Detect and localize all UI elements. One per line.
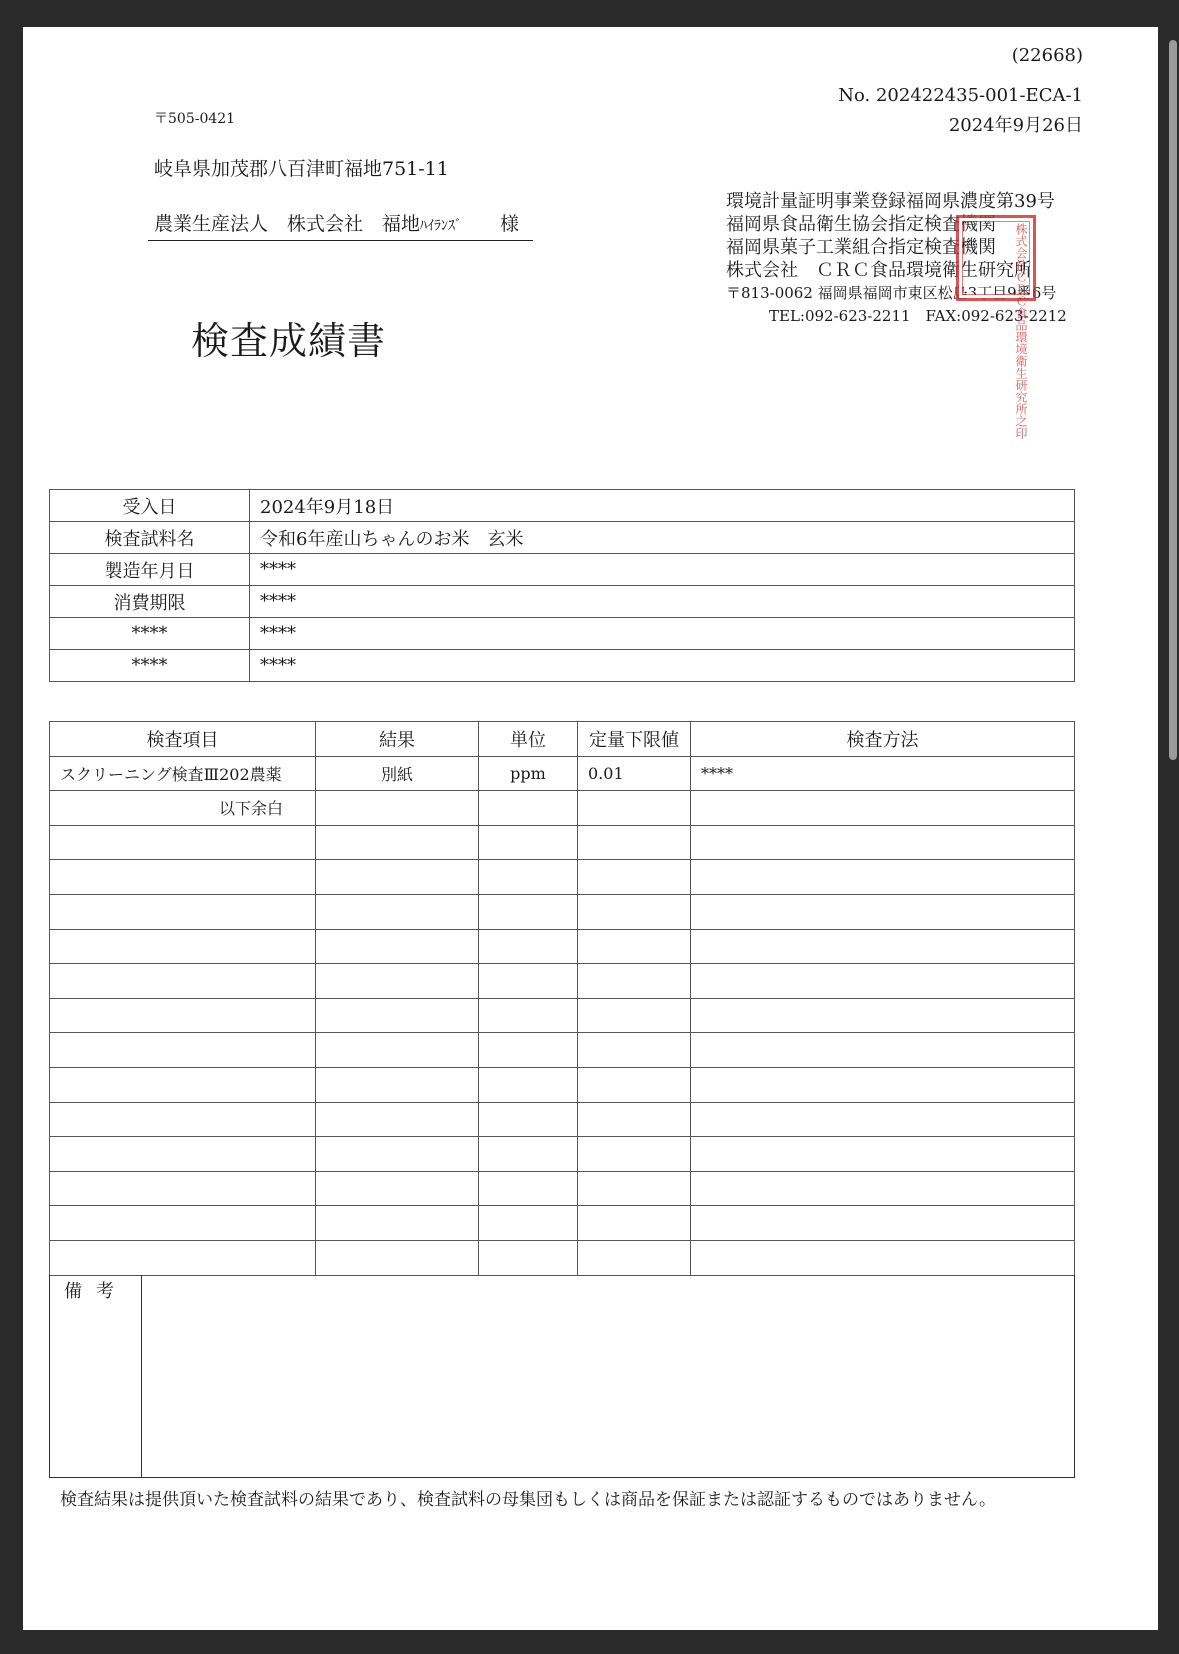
empty-row [50,894,1075,929]
test-item: スクリーニング検査Ⅲ202農薬 [50,756,316,791]
empty-cell [50,929,316,964]
empty-cell [479,1102,578,1137]
empty-cell [50,1067,316,1102]
issuer-address: 〒813-0062 福岡県福岡市東区松島3丁目9番6号 [726,284,1057,302]
empty-cell [316,929,479,964]
empty-cell [479,1240,578,1275]
empty-cell [578,1171,691,1206]
info-value: **** [250,554,1075,586]
document-number: No. 202422435-001-ECA-1 [838,85,1083,106]
empty-cell [578,1067,691,1102]
empty-cell [316,1171,479,1206]
empty-cell [691,1206,1075,1241]
empty-cell [691,1171,1075,1206]
empty-cell [691,860,1075,895]
empty-row [50,1240,1075,1275]
empty-cell [691,894,1075,929]
empty-cell [691,998,1075,1033]
empty-cell [479,998,578,1033]
info-value: **** [250,586,1075,618]
disclaimer: 検査結果は提供頂いた検査試料の結果であり、検査試料の母集団もしくは商品を保証または認証するものではありません。 [60,1490,997,1510]
empty-cell [691,929,1075,964]
recipient-main: 農業生産法人 株式会社 福地 [154,213,421,235]
end-note-row [50,791,1075,826]
header-result: 結果 [316,722,479,757]
empty-cell [50,964,316,999]
test-results-table [49,721,1075,1276]
empty-cell [479,1171,578,1206]
end-note: 以下余白 [50,791,316,826]
info-label: **** [50,650,250,682]
info-row [50,522,1075,554]
empty-cell [50,1137,316,1172]
empty-cell [316,791,479,826]
document-page [23,27,1158,1630]
info-value: 2024年9月18日 [250,490,1075,522]
empty-cell [50,825,316,860]
test-result: 別紙 [316,756,479,791]
empty-row [50,1171,1075,1206]
empty-cell [316,1067,479,1102]
empty-cell [691,825,1075,860]
info-value: 令和6年産山ちゃんのお米 玄米 [250,522,1075,554]
empty-cell [316,1033,479,1068]
empty-row [50,825,1075,860]
page-title: 検査成績書 [191,319,387,363]
info-row [50,586,1075,618]
info-label: 製造年月日 [50,554,250,586]
recipient-postal-code: 〒505-0421 [154,111,236,127]
recipient-address: 岐阜県加茂郡八百津町福地751-11 [154,158,449,180]
empty-cell [691,1240,1075,1275]
empty-cell [50,1206,316,1241]
empty-cell [479,1206,578,1241]
sample-info-table [49,489,1075,682]
issuer-contact: TEL:092-623-2211 FAX:092-623-2212 [769,307,1067,325]
empty-cell [691,791,1075,826]
test-limit: 0.01 [578,756,691,791]
empty-row [50,1137,1075,1172]
issuer-designation-1: 福岡県食品衛生協会指定検査機関 [726,214,996,235]
empty-cell [50,1240,316,1275]
recipient-kana: ﾊｲﾗﾝｽﾞ [420,218,463,234]
empty-cell [316,860,479,895]
empty-cell [316,1102,479,1137]
empty-row [50,1033,1075,1068]
info-row [50,650,1075,682]
empty-cell [316,964,479,999]
empty-row [50,860,1075,895]
empty-cell [50,1033,316,1068]
serial-number: (22668) [1011,45,1083,66]
test-method: **** [691,756,1075,791]
empty-cell [479,1137,578,1172]
empty-cell [50,860,316,895]
empty-cell [316,825,479,860]
empty-cell [50,998,316,1033]
empty-cell [578,825,691,860]
remarks-label: 備考 [50,1275,142,1477]
recipient-suffix: 様 [500,213,520,235]
empty-cell [578,964,691,999]
header-item: 検査項目 [50,722,316,757]
issue-date: 2024年9月26日 [948,115,1083,136]
empty-cell [479,860,578,895]
empty-cell [479,929,578,964]
empty-cell [316,1240,479,1275]
issuer-designation-2: 福岡県菓子工業組合指定検査機関 [726,237,996,258]
empty-cell [479,894,578,929]
empty-cell [316,998,479,1033]
empty-cell [578,1102,691,1137]
empty-cell [479,825,578,860]
empty-cell [691,1102,1075,1137]
empty-cell [578,894,691,929]
test-row [50,756,1075,791]
scrollbar[interactable] [1169,40,1177,760]
issuer-company: 株式会社 ＣＲＣ食品環境衛生研究所 [726,260,1032,281]
empty-cell [479,1067,578,1102]
empty-cell [578,860,691,895]
issuer-registration: 環境計量証明事業登録福岡県濃度第39号 [726,191,1055,212]
empty-row [50,964,1075,999]
header-limit: 定量下限値 [578,722,691,757]
empty-cell [578,1137,691,1172]
header-unit: 単位 [479,722,578,757]
info-value: **** [250,650,1075,682]
empty-cell [691,1137,1075,1172]
empty-cell [578,791,691,826]
company-seal: 株式会社ＣＲＣ食品環境衛生研究所之印 [956,215,1036,301]
test-header-row [50,722,1075,757]
remarks-box [49,1275,1075,1478]
recipient-name [148,209,533,241]
empty-cell [578,1206,691,1241]
empty-cell [578,1033,691,1068]
empty-row [50,1206,1075,1241]
empty-cell [479,791,578,826]
empty-cell [691,964,1075,999]
empty-row [50,1102,1075,1137]
info-label: 受入日 [50,490,250,522]
empty-cell [316,1206,479,1241]
info-row [50,490,1075,522]
empty-row [50,1067,1075,1102]
info-row [50,554,1075,586]
empty-row [50,929,1075,964]
info-label: **** [50,618,250,650]
empty-cell [691,1067,1075,1102]
empty-cell [316,894,479,929]
test-unit: ppm [479,756,578,791]
empty-cell [578,929,691,964]
info-label: 消費期限 [50,586,250,618]
empty-cell [479,964,578,999]
empty-cell [578,1240,691,1275]
empty-row [50,998,1075,1033]
empty-cell [479,1033,578,1068]
info-value: **** [250,618,1075,650]
empty-cell [691,1033,1075,1068]
empty-cell [578,998,691,1033]
empty-cell [316,1137,479,1172]
empty-cell [50,1102,316,1137]
header-method: 検査方法 [691,722,1075,757]
empty-cell [50,894,316,929]
empty-cell [50,1171,316,1206]
info-row [50,618,1075,650]
info-label: 検査試料名 [50,522,250,554]
